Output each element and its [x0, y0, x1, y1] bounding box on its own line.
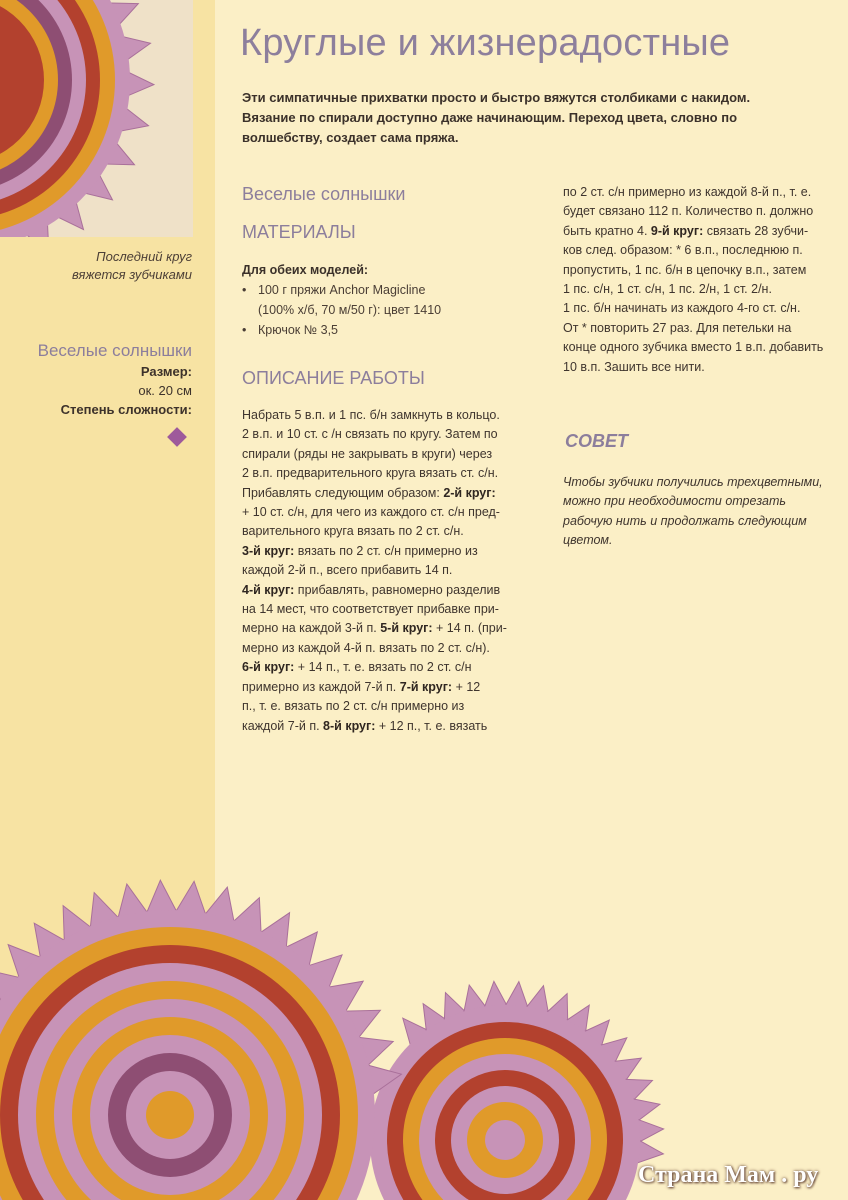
column-left	[242, 182, 542, 736]
text-segment: будет связано 112 п. Количество п. должно	[563, 204, 814, 219]
materials-heading: МАТЕРИАЛЫ	[242, 222, 356, 242]
text-segment: п., т. е. вязать по 2 ст. с/н примерно из	[242, 699, 465, 714]
text-line	[242, 522, 542, 541]
list-item	[242, 320, 542, 340]
text-segment: прибавлять, равномерно разделив	[294, 582, 501, 597]
text-segment: 1 пс. с/н, 1 ст. с/н, 1 пс. 2/н, 1 ст. 2/н.	[563, 282, 772, 297]
text-line	[563, 222, 848, 241]
description-text	[242, 406, 542, 736]
tip-line: рабочую нить и продолжать следующим	[563, 513, 807, 528]
material-line: Крючок № 3,5	[258, 323, 338, 337]
material-line: 100 г пряжи Anchor Magicline	[258, 283, 426, 297]
text-segment: конце одного зубчика вместо 1 в.п. добавить	[563, 340, 824, 355]
intro-text	[242, 88, 817, 148]
text-line	[242, 697, 542, 716]
text-segment: 2 в.п. предварительного круга вязать ст. с/н.	[242, 466, 499, 481]
tip-line: цветом.	[563, 533, 613, 548]
text-segment: От * повторить 27 раз. Для петельки на	[563, 320, 792, 335]
column-right	[563, 183, 848, 377]
text-line	[242, 406, 542, 425]
tip-text	[563, 473, 843, 551]
material-line: (100% х/б, 70 м/50 г): цвет 1410	[258, 303, 442, 317]
text-line	[242, 484, 542, 503]
text-line	[242, 445, 542, 464]
text-line	[563, 241, 848, 260]
round-label: 8-й круг:	[323, 718, 376, 733]
text-segment: + 14 п. (при-	[432, 621, 507, 636]
text-segment: каждой 2-й п., всего прибавить 14 п.	[242, 563, 453, 578]
text-segment: связать 28 зубчи-	[703, 223, 809, 238]
model-info	[0, 340, 192, 419]
text-segment: Набрать 5 в.п. и 1 пс. б/н замкнуть в кольцо.	[242, 408, 500, 422]
text-segment: мерно на каждой 3-й п.	[242, 621, 381, 636]
round-label: 2-й круг:	[443, 485, 496, 500]
round-label: 3-й круг:	[242, 543, 295, 558]
potholder-image-top	[0, 0, 193, 237]
text-segment: + 14 п., т. е. вязать по 2 ст. с/н	[294, 660, 472, 675]
text-segment: 1 пс. б/н начинать из каждого 4-го ст. с/н.	[563, 301, 801, 316]
text-line	[242, 639, 542, 658]
round-label: 4-й круг:	[242, 582, 295, 597]
bullet-icon: •	[242, 323, 247, 337]
text-line	[242, 503, 542, 522]
watermark-logo: Страна Мам . ру	[638, 1162, 819, 1188]
round-label: 7-й круг:	[399, 679, 453, 694]
text-line	[242, 658, 542, 677]
text-segment: мерно из каждой 4-й п. вязать по 2 ст. с/н).	[242, 640, 490, 655]
text-line	[242, 464, 542, 483]
page-title: Круглые и жизнерадостные	[240, 22, 731, 64]
caption-line: Последний круг	[96, 249, 192, 264]
text-segment: варительного круга вязать по 2 ст. с/н.	[242, 524, 464, 539]
model-subtitle: Веселые солнышки	[242, 184, 406, 204]
text-line	[242, 600, 542, 619]
text-line	[563, 280, 848, 299]
top-potholder-photo	[0, 0, 193, 237]
text-segment: + 12	[452, 679, 481, 694]
text-segment: пропустить, 1 пс. б/н в цепочку в.п., затем	[563, 262, 807, 277]
tip-line: можно при необходимости отрезать	[563, 494, 786, 509]
diamond-icon	[167, 427, 187, 447]
size-label: Размер:	[140, 364, 192, 379]
continued-text	[563, 183, 848, 377]
round-label: 9-й круг:	[650, 223, 704, 238]
text-line	[563, 183, 848, 202]
caption-line: вяжется зубчиками	[72, 267, 192, 282]
text-segment: примерно из каждой 7-й п.	[242, 679, 400, 694]
model-title: Веселые солнышки	[37, 341, 192, 360]
text-line	[242, 678, 542, 697]
bullet-icon: •	[242, 283, 247, 297]
tip-line: Чтобы зубчики получились трехцветными,	[563, 475, 823, 489]
text-line	[242, 581, 542, 600]
text-line	[242, 619, 542, 638]
text-segment: спирали (ряды не закрывать в круги) через	[242, 446, 493, 461]
size-value: ок. 20 см	[138, 383, 192, 398]
materials-list	[242, 280, 542, 340]
text-line	[242, 717, 542, 736]
round-label: 5-й круг:	[380, 621, 433, 636]
description-heading: ОПИСАНИЕ РАБОТЫ	[242, 368, 425, 388]
text-segment: по 2 ст. с/н примерно из каждой 8-й п., т. е.	[563, 185, 812, 199]
text-segment: + 12 п., т. е. вязать	[375, 718, 488, 733]
text-segment: Прибавлять следующим образом:	[242, 485, 444, 500]
list-item	[242, 280, 542, 320]
text-line	[242, 542, 542, 561]
potholders-photo-bottom	[0, 850, 848, 1200]
text-line	[563, 358, 848, 377]
intro-line: Вязание по спирали доступно даже начинающим. Переход цвета, словно по	[242, 110, 738, 125]
text-line	[563, 299, 848, 318]
intro-line: волшебству, создает сама пряжа.	[242, 130, 459, 145]
intro-line: Эти симпатичные прихватки просто и быстро вяжутся столбиками с накидом.	[242, 90, 751, 105]
materials-label: Для обеих моделей:	[242, 263, 369, 277]
text-segment: каждой 7-й п.	[242, 718, 324, 733]
text-segment: вязать по 2 ст. с/н примерно из	[294, 543, 478, 558]
text-line	[563, 202, 848, 221]
text-segment: + 10 ст. с/н, для чего из каждого ст. с/н пред-	[242, 505, 500, 520]
text-segment: быть кратно 4.	[563, 223, 651, 238]
text-line	[242, 425, 542, 444]
text-line	[563, 319, 848, 338]
text-segment: 10 в.п. Зашить все нити.	[563, 359, 705, 374]
text-line	[563, 338, 848, 357]
text-line	[563, 261, 848, 280]
photo-caption	[40, 248, 192, 284]
text-segment: ков след. образом: * 6 в.п., последнюю п.	[563, 243, 803, 258]
text-line	[242, 561, 542, 580]
text-segment: на 14 мест, что соответствует прибавке при-	[242, 602, 499, 617]
round-label: 6-й круг:	[242, 660, 295, 675]
difficulty-label: Степень сложности:	[60, 402, 192, 417]
text-segment: 2 в.п. и 10 ст. с /н связать по кругу. Затем по	[242, 427, 498, 442]
tip-heading: СОВЕТ	[565, 431, 628, 451]
